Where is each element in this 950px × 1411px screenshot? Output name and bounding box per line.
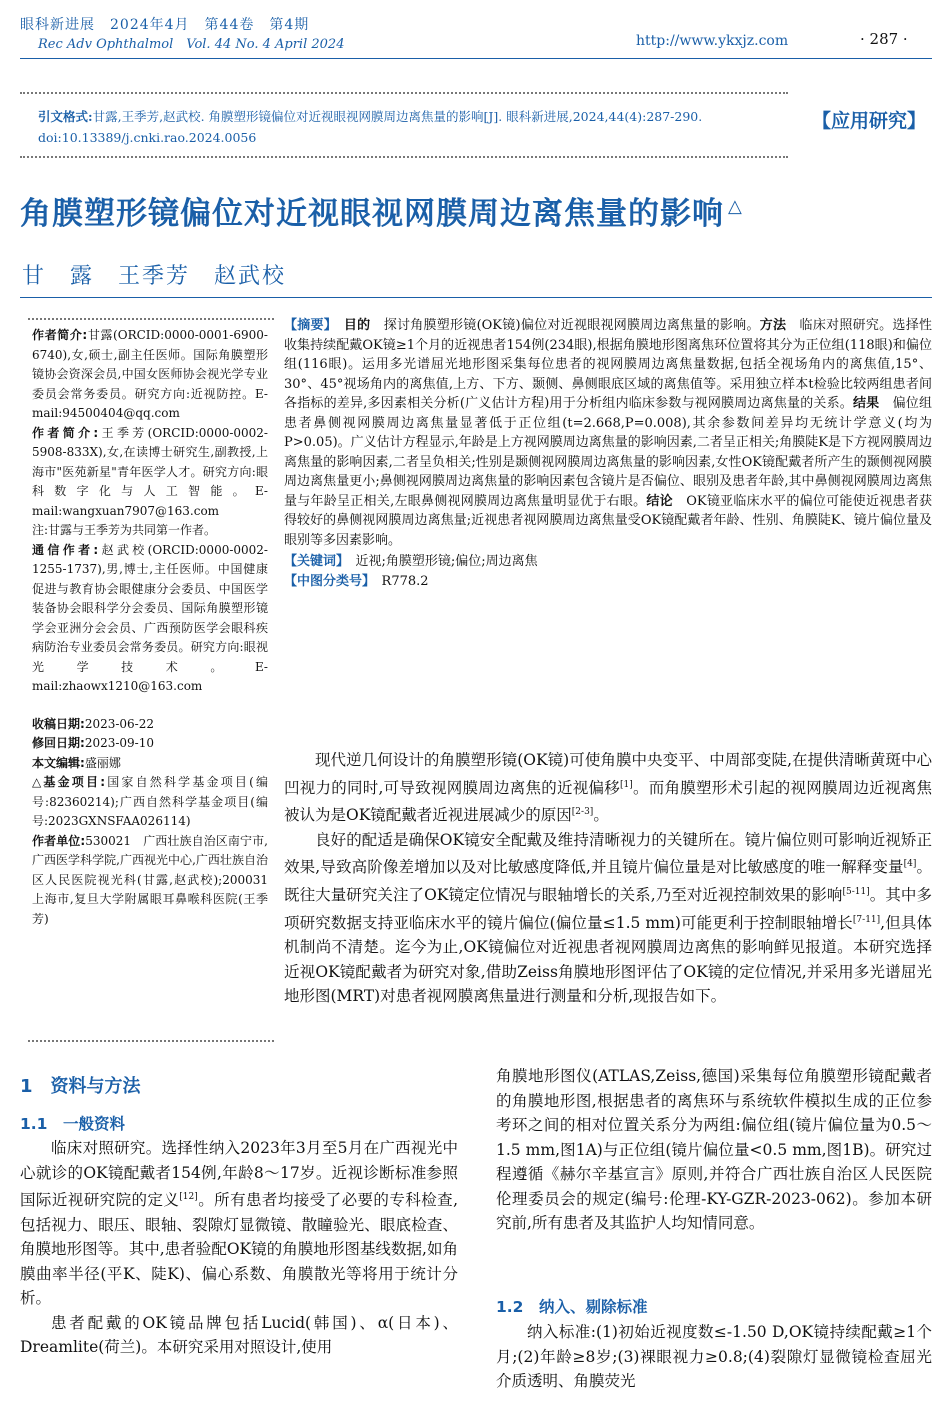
journal-header-en: Rec Adv Ophthalmol Vol. 44 No. 4 April 2024 [38, 37, 345, 52]
abstract-body: 【摘要】 目的 探讨角膜塑形镜(OK镜)偏位对近视眼视网膜周边离焦量的影响。方法 临床对照研究。选择性收集持续配戴OK镜≥1个月的近视患者154例(234眼),根据角膜地形图离焦环位置将其分为正位组(118眼)和偏位组(116眼)。运用多光谱屈光地形图采集每位患者的视网膜周边离焦量数据,包括全视场角内的离焦值,15°、30°、45°视场角内的离焦值,上方、下方、颞侧、鼻侧眼底区域的离焦值等。采用独立样本t检验比较两组患者间各指标的差异,多因素相关分析(广义估计方程)用于分析组内临床参数与视网膜周边离焦量的关系。结果 偏位组患者鼻侧视网膜周边离焦量显著低于正位组(t=2.668,P=0.008),其余参数间差异均无统计学意义(均为P>0.05)。广义估计方程显示,年龄是上方视网膜周边离焦量的影响因素,二者呈正相关;角膜陡K是下方视网膜周边离焦量的影响因素,二者呈负相关;性别是颞侧视网膜周边离焦量的影响因素,女性OK镜配戴者所产生的颞侧视网膜周边离焦量更小;鼻侧视网膜周边离焦量的影响因素包含镜片是否偏位、眼别及患者年龄,其中鼻侧视网膜周边离焦量与年龄呈正相关,左眼鼻侧视网膜周边离焦量明显优于右眼。结论 OK镜亚临床水平的偏位可能使近视患者获得较好的鼻侧视网膜周边离焦量;近视患者视网膜周边离焦量受OK镜配戴者年龄、性别、角膜陡K、镜片偏位量及眼别等多因素影响。 [284, 318, 933, 548]
intro-paragraph-1: 现代逆几何设计的角膜塑形镜(OK镜)可使角膜中央变平、中周部变陡,在提供清晰黄斑中心凹视力的同时,可导致视网膜周边离焦的近视偏移[1]。而角膜塑形术引起的视网膜周边近视离焦被认为是OK镜配戴者近视进展减少的原因[2-3]。 [284, 751, 932, 825]
affiliation: 作者单位:530021 广西壮族自治区南宁市,广西医学科学院,广西视光中心,广西壮族自治区人民医院视光科(甘露,赵武校);200031 上海市,复旦大学附属眼耳鼻喉科医院(王季芳) [32, 833, 281, 926]
cofirst-note: 注:甘露与王季芳为共同第一作者。 [32, 523, 217, 537]
section-heading-1: 1 资料与方法 [20, 1076, 141, 1097]
grouping-paragraph: 角膜地形图仪(ATLAS,Zeiss,德国)采集每位角膜塑形镜配戴者的角膜地形图,根据患者的离焦环与系统软件模拟生成的正位参考环之间的相对位置关系分为两组:偏位组(镜片偏位量为0.5～1.5 mm,图1A)与正位组(镜片偏位量<0.5 mm,图1B)。研究过程遵循《赫尔辛基宣言》原则,并符合广西壮族自治区人民医院伦理委员会的规定(编号:伦理-KY-GZR-2023-062)。参加本研究前,所有患者及其监护人均知情同意。 [496, 1067, 932, 1232]
author-bio-1: 作者简介:甘露(ORCID:0000-0001-6900-6740),女,硕士,副主任医师。国际角膜塑形镜协会资深会员,中国女医师协会视光学专业委员会常务委员。研究方向:近视防控。E-mail:94500404@qq.com [32, 328, 268, 420]
title-fund-mark: △ [728, 196, 743, 217]
abstract [284, 316, 932, 591]
journal-url[interactable]: http://www.ykxjz.com [636, 33, 789, 49]
citation-body: 甘露,王季芳,赵武校. 角膜塑形镜偏位对近视眼视网膜周边离焦量的影响[J]. 眼科新进展,2024,44(4):287-290. doi:10.13389/j.cnki.rao.2024.0056 [38, 109, 703, 145]
received-date: 收稿日期:2023-06-22 [32, 716, 154, 731]
general-data-paragraph: 临床对照研究。选择性纳入2023年3月至5月在广西视光中心就诊的OK镜配戴者154例,年龄8～17岁。近视诊断标准参照国际近视研究院的定义[12]。所有患者均接受了必要的专科检查,包括视力、眼压、眼轴、裂隙灯显微镜、散瞳验光、眼底检查、角膜地形图等。其中,患者验配OK镜的角膜地形图基线数据,如角膜曲率半径(平K、陡K)、偏心系数、角膜散光等将用于统计分析。 [20, 1139, 458, 1308]
author-bio-2: 作者简介:王季芳(ORCID:0000-0002-5908-833X),女,在读博士研究生,副教授,上海市"医苑新星"青年医学人才。研究方向:眼科数字化与人工智能。E-mail:wangxuan7907@163.com [32, 425, 268, 518]
article-title [20, 188, 743, 233]
editor: 本文编辑:盛丽娜 [32, 755, 121, 770]
authors: 甘 露 王季芳 赵武校 [22, 264, 287, 289]
inclusion-paragraph: 纳入标准:(1)初始近视度数≤-1.50 D,OK镜持续配戴≥1个月;(2)年龄≥8岁;(3)裸眼视力≥0.8;(4)裂隙灯显微镜检查屈光介质透明、角膜荧光 [496, 1323, 932, 1390]
revised-date: 修回日期:2023-09-10 [32, 736, 154, 750]
keywords: 【关键词】 近视;角膜塑形镜;偏位;周边离焦 [284, 554, 538, 569]
title-text: 角膜塑形镜偏位对近视眼视网膜周边离焦量的影响 [20, 196, 724, 232]
classification: 【中图分类号】 R778.2 [284, 573, 429, 589]
section-heading-1-1: 1.1 一般资料 [20, 1115, 125, 1133]
intro-paragraph-2: 良好的配适是确保OK镜安全配戴及维持清晰视力的关键所在。镜片偏位则可影响近视矫正效果,导致高阶像差增加以及对比敏感度降低,并且镜片偏位量是对比敏感度的唯一解释变量[4]。既往大量研究关注了OK镜定位情况与眼轴增长的关系,乃至对近视控制效果的影响[5-11]。其中多项研究数据支持亚临床水平的镜片偏位(偏位量≤1.5 mm)可能更利于控制眼轴增长[7-11],但具体机制尚不清楚。迄今为止,OK镜偏位对近视患者视网膜周边离焦的影响鲜见报道。本研究选择近视OK镜配戴者为研究对象,借助Zeiss角膜地形图评估了OK镜的定位情况,并采用多光谱屈光地形图(MRT)对患者视网膜离焦量进行测量和分析,现报告如下。 [284, 830, 932, 1006]
author-rule [20, 297, 932, 298]
right-column [496, 1064, 932, 1236]
author-info-sidebar [28, 318, 281, 1042]
inclusion-criteria [496, 1320, 932, 1394]
left-column [20, 1136, 458, 1360]
header-rule [20, 58, 932, 59]
journal-header-cn: 眼科新进展 2024年4月 第44卷 第4期 [20, 17, 310, 33]
section-tag: 【应用研究】 [812, 110, 927, 132]
corresponding-author: 通信作者:赵武校(ORCID:0000-0002-1255-1737),男,博士,主任医师。中国健康促进与教育协会眼健康分会委员、中国医学装备协会眼科学分会委员、国际角膜塑形镜学会亚洲分会会员、广西预防医学会眼科疾病防治专业委员会常务委员。研究方向:眼视光学技术。E-mail:zhaowx1210@163.com [32, 542, 268, 693]
citation-box [20, 92, 788, 158]
citation-text [38, 106, 788, 148]
citation-label: 引文格式: [38, 109, 93, 124]
lens-brand-paragraph: 患者配戴的OK镜品牌包括Lucid(韩国)、α(日本)、Dreamlite(荷兰)。本研究采用对照设计,使用 [20, 1313, 458, 1357]
section-heading-1-2: 1.2 纳入、剔除标准 [496, 1298, 648, 1316]
introduction [284, 748, 932, 1009]
funding: △基金项目:国家自然科学基金项目(编号:82360214);广西自然科学基金项目(编号:2023GXNSFAA026114) [32, 775, 268, 828]
page-number: · 287 · [860, 30, 908, 48]
